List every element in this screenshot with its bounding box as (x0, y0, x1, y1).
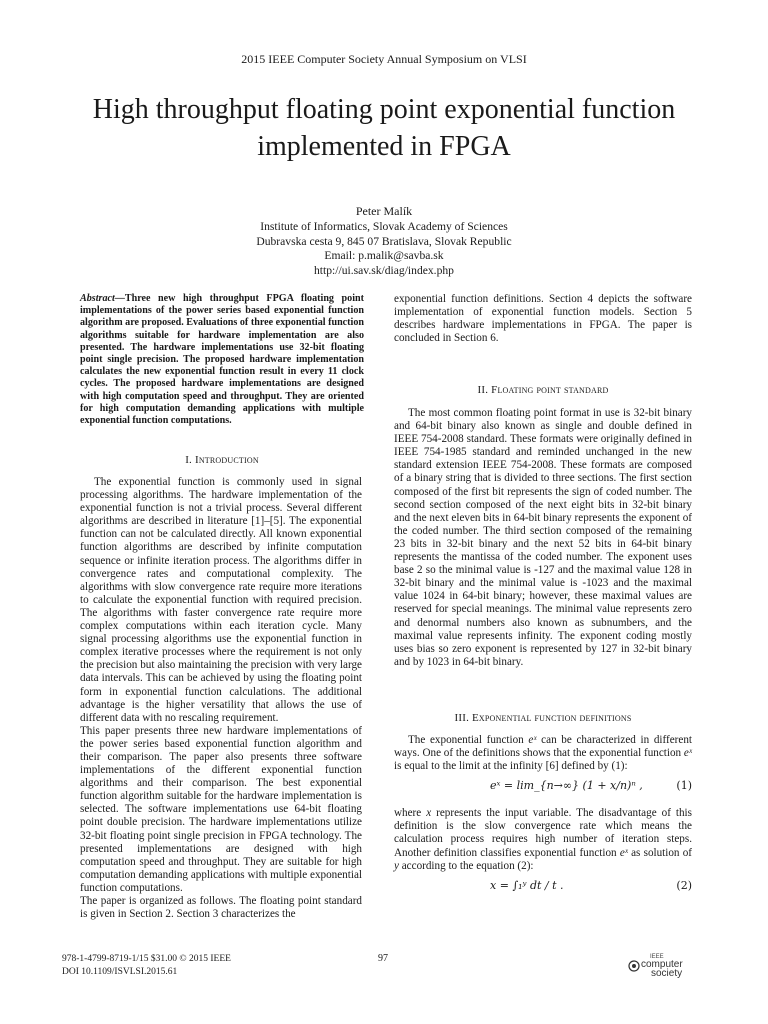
math-e-x: eˣ (528, 734, 537, 746)
section-1-continuation (394, 293, 692, 345)
affiliation-address: Dubravska cesta 9, 845 07 Bratislava, Slovak Republic (256, 234, 512, 248)
abstract-text: —Three new high throughput FPGA floating point implementations of the power series based exponential function algorithm are proposed. Evaluations of three exponential function algorithms suitable for hardware implementation are also presented. The hardware implementations use 32-bit floating point single precision. The proposed hardware implementation calculates the new exponential function result in every 11 clock cycles. The proposed hardware implementations are designed with high computation speed and throughput. They are oriented for high computation demanding applications with multiple exponential function computations. (80, 293, 364, 427)
equation-2-number: (2) (676, 878, 692, 892)
section-3-number: III. (454, 712, 470, 724)
footer-citation (62, 953, 231, 979)
equation-1-number: (1) (676, 779, 692, 793)
conference-header: 2015 IEEE Computer Society Annual Symposium on VLSI (241, 52, 527, 66)
affiliation-institute: Institute of Informatics, Slovak Academy of Sciences (260, 220, 508, 233)
section-1-title: Introduction (194, 454, 259, 466)
section-1-paragraph-3: The paper is organized as follows. The floating point standard is given in Section 2. Section 3 characterizes the (80, 895, 362, 921)
footer-doi: DOI 10.1109/ISVLSI.2015.61 (62, 967, 178, 977)
equation-2 (394, 873, 692, 907)
math-y: y (394, 859, 399, 872)
affiliation-email: Email: p.malik@savba.sk (324, 249, 444, 263)
section-2-paragraph-1: The most common floating point format in use is 32-bit binary and 64-bit binary also known as single and double defined in IEEE 754-2008 standard. These formats were originally defined in IEEE 754-1985 standard and reminded unchanged in the new standard extension IEEE 754-2008. These formats are composed of a binary string that is divided to three sections. The first section composed of the first bit represents the sign of coded number. The second section composed of the next eight bits in 32-bit binary and the next eleven bits in 64-bit binary represents the exponent of the coded number. The third section composed of the remaining 23 bits in 32-bit binary and the next 52 bits in 64-bit binary represents the mantissa of the coded number. The exponent uses base 2 so the minimal value is -127 and the maximal value 128 in 32-bit binary and the minimal value is -1023 and the maximal value 1024 in 64-bit binary; however, these maximal values are reserved for special meanings. The minimal value represents zero and denormal numbers also known as subnumbers, and the maximal value represents infinity. The exponent coding mostly uses bias so zero exponent is represented by 127 in 32-bit binary and by 1023 in 64-bit binary. (394, 407, 692, 668)
logo-computer-text: computer (641, 959, 683, 970)
equation-1 (394, 773, 692, 807)
section-3-paragraph-1: The exponential function eˣ can be characterized in different ways. One of the definitions shows that the exponential function eˣ is equal to the limit at the infinity [6] defined by (1): (394, 734, 693, 773)
section-1-number: I. (185, 454, 193, 466)
section-2-number: II. (477, 384, 489, 396)
section-2-body (394, 407, 692, 669)
equation-2-body: x = ∫₁ʸ dt / t . (490, 878, 564, 892)
section-1-heading (80, 454, 364, 466)
section-2-title: Floating point standard (491, 384, 609, 396)
logo-ieee-text: IEEE (650, 954, 664, 960)
ieee-logo-icon (628, 950, 700, 978)
equation-1-body: eˣ = lim_{n→∞} (1 + x/n)ⁿ , (490, 779, 643, 793)
section-3-heading (394, 712, 692, 724)
ieee-computer-society-logo (628, 950, 700, 978)
section-3-title: Exponential function definitions (472, 712, 632, 724)
abstract-label: Abstract (80, 293, 115, 304)
footer-isbn: 978-1-4799-8719-1/15 $31.00 © 2015 IEEE (62, 954, 231, 964)
abstract (80, 293, 364, 427)
section-1-paragraph-2: This paper presents three new hardware implementations of the power series based exponential function algorithm and their comparison. The paper also presents three software implementations of the different exponential function algorithms and their comparison. The best exponential function algorithm suitable for the hardware implementation is selected. The software implementations use 64-bit floating point double precision. The hardware implementations utilize 32-bit floating point single precision in FPGA technology. The presented implementations are designed with high computation speed and throughput. They are suitable for high computation demanding applications with multiple exponential function computations. (80, 724, 362, 894)
math-e-x: eˣ (683, 747, 693, 760)
affiliation-block (0, 220, 768, 278)
math-x: x (426, 807, 432, 820)
author-name: Peter Malík (355, 204, 413, 218)
section-1-paragraph-3-continued: exponential function definitions. Section 4 depicts the software implementation of exponential function models. Section 5 describes hardware implementations in FPGA. The paper is concluded in Section 6. (394, 293, 692, 345)
section-3-body (394, 734, 692, 907)
section-1-body (80, 476, 362, 921)
affiliation-url: http://ui.sav.sk/diag/index.php (314, 263, 454, 277)
section-3-paragraph-2: where x represents the input variable. The disadvantage of this definition is the slow convergence rate which means the calculation process requires high number of iteration steps. Another definition classifies exponential function eˣ as solution of y according to the equation (2): (394, 807, 692, 872)
page-number: 97 (378, 953, 388, 964)
logo-society-text: society (651, 968, 683, 978)
section-2-heading (394, 384, 692, 396)
math-e-x: eˣ (619, 846, 628, 859)
paper-title: High throughput floating point exponential function implemented in FPGA (92, 94, 676, 162)
section-1-paragraph-1: The exponential function is commonly used in signal processing algorithms. The hardware implementation of the exponential function is not a trivial process. Several different algorithms are described in literature [1]–[5]. The exponential function can not be calculated directly. All known exponential function algorithms are described by infinite computation sequence or infinite iteration process. The algorithms differ in convergence rates and computational complexity. The algorithms with slow convergence rate require more iterations to calculate the exponential function with required precision. The algorithms with faster convergence rate require more complex computations within each iteration cycle. Many signal processing algorithms use the exponential function in complex iterative processes where the requirement is not only the precision but also maintaining the precision with very large data intervals. This can be achieved by using the floating point form in exponential function calculations. The additional advantage is the higher versatility that allows the use of different data with no rescaling requirement. (80, 476, 362, 724)
